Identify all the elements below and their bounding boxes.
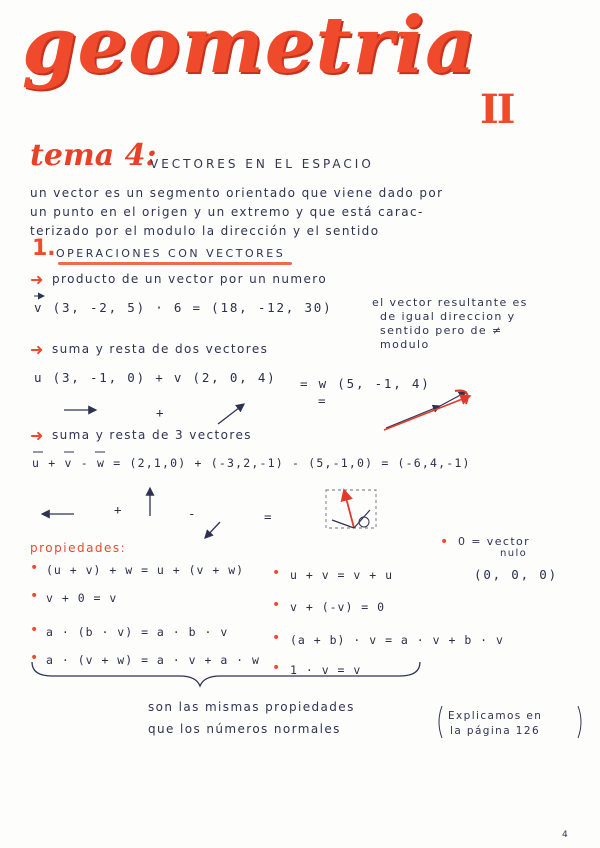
- part-number: II: [480, 86, 514, 133]
- sum3-equation: u + v - w = (2,1,0) + (-3,2,-1) - (5,-1,0) = (-6,4,-1): [32, 456, 471, 470]
- section-title: OPERACIONES CON VECTORES: [56, 247, 286, 260]
- footer-note-2: la página 126: [450, 725, 541, 737]
- zero-vector-components: (0, 0, 0): [474, 567, 558, 582]
- property-right-4: 1 · v = v: [290, 663, 362, 677]
- product-note-4: modulo: [380, 338, 430, 351]
- arrow-right-icon: ➜: [30, 340, 44, 359]
- paren-left: [439, 706, 442, 738]
- product-note-1: el vector resultante es: [372, 296, 528, 309]
- diagram-line-b: [332, 520, 354, 528]
- properties-title: propiedades:: [30, 541, 127, 555]
- intro-line-3: terizado por el modulo la dirección y el sentido: [30, 224, 380, 238]
- bullet-icon: •: [30, 622, 39, 638]
- sum3-heading: suma y resta de 3 vectores: [52, 428, 252, 442]
- zero-vector-label: 0 = vector: [458, 535, 531, 548]
- intro-line-2: un punto en el origen y un extremo y que está carac-: [30, 205, 424, 219]
- diagram-w-arrow: [384, 396, 470, 430]
- footer-line-2: que los números normales: [148, 722, 341, 736]
- sum-equals-sign: =: [318, 393, 328, 408]
- product-heading: producto de un vector por un numero: [52, 272, 328, 286]
- arrow-right-icon: ➜: [30, 270, 44, 289]
- property-left-1: (u + v) + w = u + (v + w): [46, 563, 245, 577]
- property-right-1: u + v = v + u: [290, 568, 394, 582]
- property-right-3: (a + b) · v = a · v + b · v: [290, 633, 504, 647]
- property-left-2: v + 0 = v: [46, 591, 118, 605]
- tema-title: VECTORES EN EL ESPACIO: [150, 157, 374, 171]
- diagram-u-arrow: [386, 406, 440, 428]
- arrow-right-icon: ➜: [30, 426, 44, 445]
- bullet-icon: •: [272, 565, 281, 581]
- sum3-plus-sign: +: [114, 502, 124, 517]
- property-left-4: a · (v + w) = a · v + a · w: [46, 653, 260, 667]
- footer-brace: [32, 662, 420, 686]
- diagram-circle: [359, 517, 369, 527]
- vector-3c-arrow: [205, 522, 220, 538]
- section-number: 1.: [32, 236, 56, 261]
- sum-equation-right: = w (5, -1, 4): [300, 376, 431, 391]
- page-title: geometria: [22, 0, 477, 91]
- product-note-2: de igual direccion y: [380, 310, 516, 323]
- footer-note-1: Explicamos en: [448, 710, 543, 722]
- diagram-result-arrow: [344, 490, 354, 528]
- paren-right: [578, 706, 581, 738]
- bullet-icon: •: [30, 588, 39, 604]
- bullet-icon: •: [272, 597, 281, 613]
- intro-line-1: un vector es un segmento orientado que viene dado por: [30, 186, 444, 200]
- property-left-3: a · (b · v) = a · b · v: [46, 625, 229, 639]
- product-note-3: sentido pero de ≠: [380, 324, 503, 337]
- sum-equation-left: u (3, -1, 0) + v (2, 0, 4): [34, 370, 277, 385]
- sum-plus-sign: +: [156, 405, 166, 420]
- page-number: 4: [562, 830, 570, 840]
- bullet-icon: •: [272, 630, 281, 646]
- footer-line-1: son las mismas propiedades: [148, 700, 355, 714]
- bullet-icon: •: [30, 560, 39, 576]
- sum3-minus-sign: -: [188, 506, 198, 521]
- bullet-icon: •: [272, 660, 281, 676]
- tema-label: tema 4:: [30, 138, 157, 173]
- product-equation: v (3, -2, 5) · 6 = (18, -12, 30): [34, 300, 333, 315]
- property-right-2: v + (-v) = 0: [290, 600, 386, 614]
- bullet-icon: •: [440, 534, 449, 550]
- bullet-icon: •: [30, 650, 39, 666]
- sum-heading: suma y resta de dos vectores: [52, 342, 269, 356]
- vector-v-arrow: [218, 404, 244, 424]
- zero-vector-nulo: nulo: [500, 548, 528, 559]
- sum3-equals-sign: =: [264, 509, 274, 524]
